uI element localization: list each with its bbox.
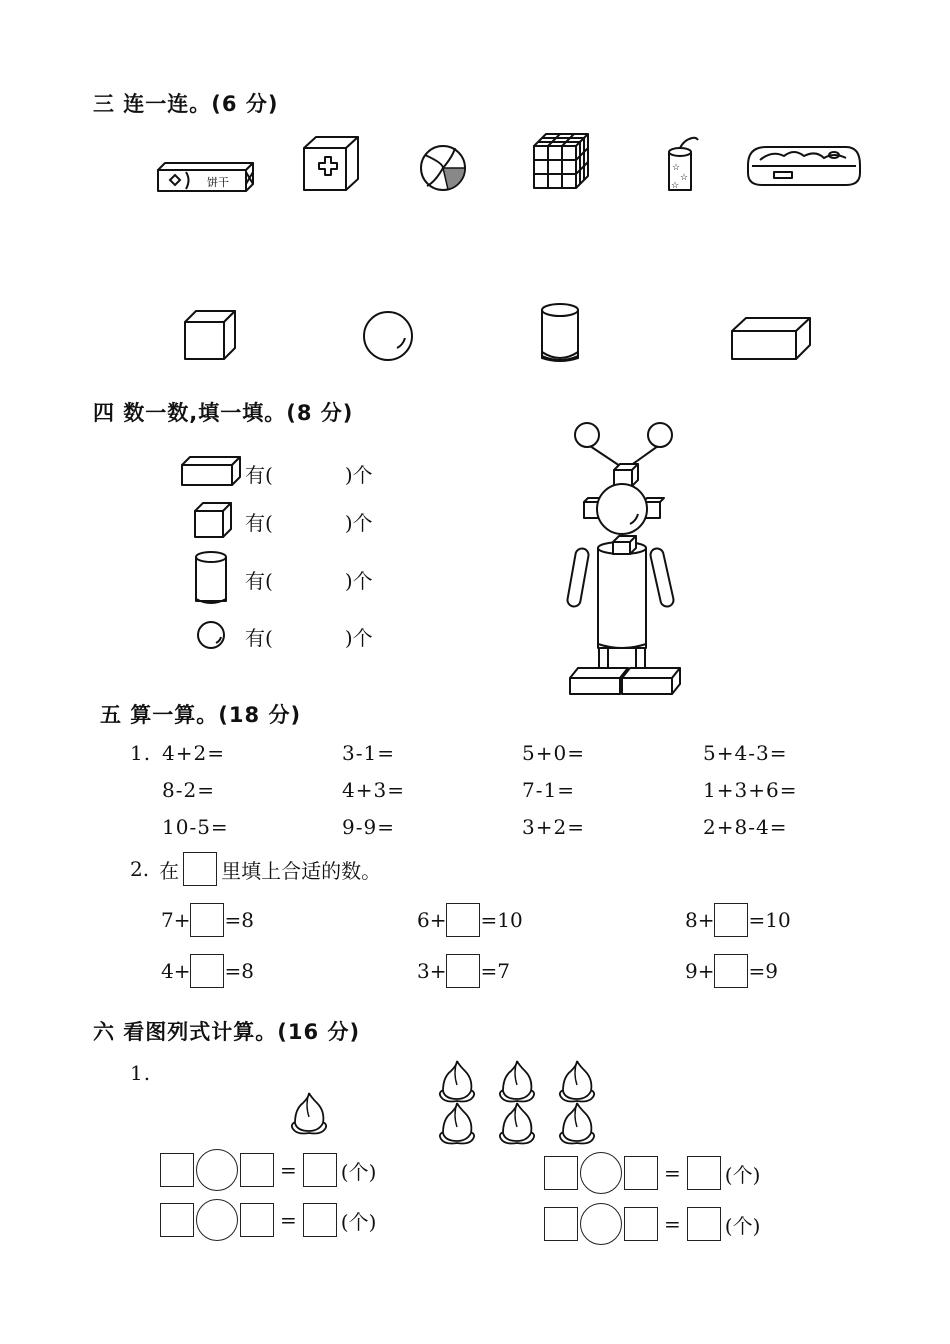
equation: 1+3+6= bbox=[703, 778, 798, 802]
answer-box[interactable] bbox=[544, 1207, 578, 1241]
equation: 5+4-3= bbox=[703, 741, 788, 765]
equals-sign: = bbox=[280, 1158, 297, 1182]
expression-row bbox=[544, 1152, 760, 1194]
count-suffix: )个 bbox=[344, 511, 373, 535]
peach-icon bbox=[560, 1103, 594, 1144]
section-4-title: 四 数一数,填一填。(8 分) bbox=[93, 401, 354, 425]
equation: 9-9= bbox=[342, 815, 395, 839]
svg-text:☆: ☆ bbox=[671, 181, 680, 191]
eq-right: =10 bbox=[480, 908, 523, 932]
operator-circle[interactable] bbox=[196, 1149, 238, 1191]
count-prefix: 有( bbox=[245, 463, 273, 487]
expression-row bbox=[544, 1203, 760, 1245]
answer-box[interactable] bbox=[624, 1207, 658, 1241]
answer-box[interactable] bbox=[240, 1153, 274, 1187]
q1-label: 1. bbox=[130, 1061, 152, 1085]
equation: 7-1= bbox=[522, 778, 575, 802]
count-prefix: 有( bbox=[245, 626, 273, 650]
expression-row bbox=[160, 1199, 376, 1241]
expression-row bbox=[160, 1149, 376, 1191]
eq-right: =7 bbox=[480, 959, 510, 983]
section-5-title: 五 算一算。(18 分) bbox=[100, 703, 302, 727]
equation: 3-1= bbox=[342, 741, 395, 765]
q2-pre: 在 bbox=[159, 858, 180, 883]
eq-left: 8+ bbox=[685, 908, 715, 932]
equals-sign: = bbox=[664, 1212, 681, 1236]
eq-right: =8 bbox=[224, 959, 254, 983]
unit-label: (个) bbox=[724, 1213, 761, 1238]
eq-left: 7+ bbox=[161, 908, 191, 932]
operator-circle[interactable] bbox=[196, 1199, 238, 1241]
eq-left: 9+ bbox=[685, 959, 715, 983]
eq-right: =10 bbox=[748, 908, 791, 932]
equation: 4+3= bbox=[342, 778, 405, 802]
equation: 5+0= bbox=[522, 741, 585, 765]
equation: 3+2= bbox=[522, 815, 585, 839]
answer-box[interactable] bbox=[240, 1203, 274, 1237]
count-prefix: 有( bbox=[245, 511, 273, 535]
equation: 4+2= bbox=[162, 741, 225, 765]
answer-box[interactable] bbox=[160, 1203, 194, 1237]
answer-box[interactable] bbox=[687, 1156, 721, 1190]
answer-box[interactable] bbox=[303, 1203, 337, 1237]
eq-right: =9 bbox=[748, 959, 778, 983]
section-3-title: 三 连一连。(6 分) bbox=[93, 92, 279, 116]
equation: 8-2= bbox=[162, 778, 215, 802]
section-6-title: 六 看图列式计算。(16 分) bbox=[93, 1020, 361, 1044]
answer-box[interactable] bbox=[160, 1153, 194, 1187]
equals-sign: = bbox=[664, 1161, 681, 1185]
equation: 2+8-4= bbox=[703, 815, 788, 839]
unit-label: (个) bbox=[340, 1159, 377, 1184]
operator-circle[interactable] bbox=[580, 1152, 622, 1194]
svg-text:☆: ☆ bbox=[672, 163, 681, 173]
unit-label: (个) bbox=[340, 1209, 377, 1234]
biscuit-label: 饼干 bbox=[207, 176, 229, 189]
count-suffix: )个 bbox=[344, 626, 373, 650]
peach-icon bbox=[560, 1061, 594, 1102]
peach-icon bbox=[440, 1103, 474, 1144]
answer-box[interactable] bbox=[303, 1153, 337, 1187]
eq-right: =8 bbox=[224, 908, 254, 932]
count-suffix: )个 bbox=[344, 569, 373, 593]
peach-icon bbox=[292, 1093, 326, 1134]
q1-label: 1. bbox=[130, 741, 152, 765]
answer-box[interactable] bbox=[687, 1207, 721, 1241]
answer-box[interactable] bbox=[544, 1156, 578, 1190]
unit-label: (个) bbox=[724, 1162, 761, 1187]
eq-left: 3+ bbox=[417, 959, 447, 983]
q2-label: 2. bbox=[130, 857, 150, 881]
peach-icon bbox=[440, 1061, 474, 1102]
eq-left: 6+ bbox=[417, 908, 447, 932]
q2-post: 里填上合适的数。 bbox=[221, 858, 382, 883]
peach-icon bbox=[500, 1103, 534, 1144]
equation: 10-5= bbox=[162, 815, 229, 839]
answer-box[interactable] bbox=[624, 1156, 658, 1190]
peach-icon bbox=[500, 1061, 534, 1102]
operator-circle[interactable] bbox=[580, 1203, 622, 1245]
svg-text:☆: ☆ bbox=[680, 173, 689, 183]
count-prefix: 有( bbox=[245, 569, 273, 593]
equals-sign: = bbox=[280, 1208, 297, 1232]
eq-left: 4+ bbox=[161, 959, 191, 983]
count-suffix: )个 bbox=[344, 463, 373, 487]
